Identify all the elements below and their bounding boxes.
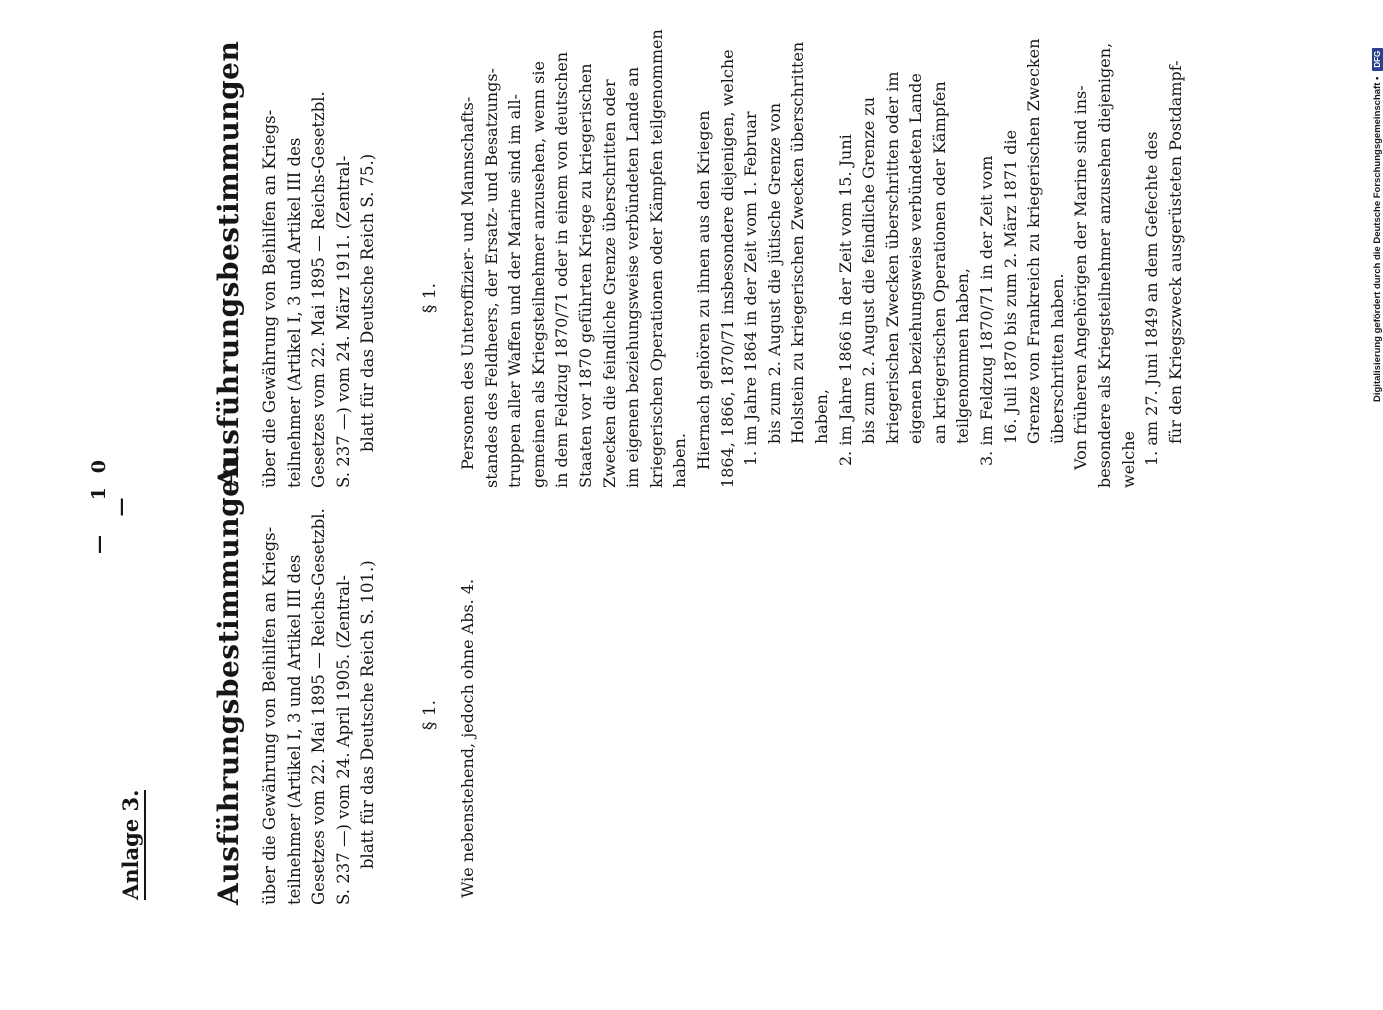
right-body-line: Personen des Unteroffizier- und Mannschafts-	[458, 96, 477, 470]
right-body-line: 1864, 1866, 1870/71 insbesondere diejenigen, welche	[717, 49, 737, 488]
right-body-line: im eigenen beziehungsweise verbündeten Lande an	[623, 66, 643, 488]
right-body-line: kriegerischen Zwecken überschritten oder im	[882, 71, 902, 444]
right-body-line: 1. am 27. Juni 1849 an dem Gefechte des	[1142, 131, 1162, 466]
right-subtitle-line: blatt für das Deutsche Reich S. 75.)	[358, 153, 377, 452]
right-body-line: teilgenommen haben,	[953, 268, 973, 444]
left-subtitle-line: S. 237 —) vom 24. April 1905. (Zentral-	[333, 575, 353, 905]
right-body-line: Holstein zu kriegerischen Zwecken überschritten	[788, 41, 808, 444]
right-subtitle-line: über die Gewährung von Beihilfen an Kriegs-	[260, 109, 279, 488]
right-subtitle-line: teilnehmer (Artikel I, 3 und Artikel III des	[284, 137, 304, 488]
left-subtitle-line: teilnehmer (Artikel I, 3 und Artikel III des	[284, 554, 304, 905]
left-heading: Ausführungsbestimmungen	[212, 457, 245, 905]
right-body-line: eigenen beziehungsweise verbündeten Lande	[906, 73, 926, 444]
left-body	[456, 518, 480, 898]
right-section-mark: § 1.	[420, 282, 440, 314]
right-body-line: Grenze von Frankreich zu kriegerischen Zwecken	[1024, 38, 1044, 444]
right-body-line: haben,	[811, 389, 831, 444]
right-body-line: besondere als Kriegsteilnehmer anzusehen diejenigen,	[1095, 42, 1115, 488]
right-body-line: überschritten haben.	[1047, 273, 1067, 444]
right-body-line: Hiernach gehören zu ihnen aus den Kriegen	[693, 110, 713, 470]
right-body-line: 16. Juli 1870 bis zum 2. März 1871 die	[1000, 129, 1020, 444]
left-section-mark: § 1.	[420, 699, 440, 731]
right-body-line: truppen aller Waffen und der Marine sind im all-	[505, 94, 525, 488]
right-body-line: 1. im Jahre 1864 in der Zeit vom 1. Februar	[741, 111, 761, 466]
right-body-line: in dem Feldzug 1870/71 oder in einem von deutschen	[552, 51, 572, 488]
right-heading: Ausführungsbestimmungen	[212, 40, 245, 488]
digitization-credit-text: Digitalisierung gefördert durch die Deutsche Forschungsgemeinschaft •	[1371, 76, 1383, 402]
right-body-line: Zwecken die feindliche Grenze überschritten oder	[599, 79, 619, 488]
right-body-line: welche	[1118, 430, 1138, 488]
right-body-line: 2. im Jahre 1866 in der Zeit vom 15. Juni	[835, 134, 855, 466]
dfg-logo: DFG	[1372, 48, 1383, 71]
page-number: — 10 —	[88, 445, 132, 555]
right-body-line: kriegerischen Operationen oder Kämpfen teilgenommen	[646, 29, 666, 488]
annex-label: Anlage 3.	[118, 790, 146, 900]
right-body-line: haben.	[670, 433, 690, 488]
right-body	[456, 29, 1187, 488]
right-body-line: gemeinen als Kriegsteilnehmer anzusehen, wenn sie	[528, 61, 548, 488]
right-subtitle-line: Gesetzes vom 22. Mai 1895 — Reichs-Gesetzbl.	[309, 91, 328, 488]
left-body-line: Wie nebenstehend, jedoch ohne Abs. 4.	[458, 578, 477, 898]
right-body-line: an kriegerischen Operationen oder Kämpfen	[929, 81, 949, 444]
left-subtitle	[258, 508, 381, 905]
right-body-line: standes des Feldheers, der Ersatz- und Besatzungs-	[481, 68, 501, 488]
left-subtitle-line: blatt für das Deutsche Reich S. 101.)	[358, 560, 377, 869]
right-body-line: Staaten vor 1870 geführten Kriege zu kriegerischen	[575, 63, 595, 488]
left-subtitle-line: über die Gewährung von Beihilfen an Kriegs-	[260, 526, 279, 905]
digitization-credit	[1363, 10, 1383, 1010]
right-subtitle-line: S. 237 —) vom 24. März 1911. (Zentral-	[333, 155, 353, 488]
right-body-line: bis zum 2. August die feindliche Grenze zu	[859, 96, 879, 444]
left-subtitle-line: Gesetzes vom 22. Mai 1895 — Reichs-Gesetzbl.	[309, 508, 328, 905]
right-subtitle	[258, 91, 381, 488]
right-body-line: 3. im Feldzug 1870/71 in der Zeit vom	[977, 155, 997, 466]
right-body-line: bis zum 2. August die jütische Grenze von	[764, 102, 784, 444]
right-body-line: Von früheren Angehörigen der Marine sind ins-	[1071, 85, 1091, 470]
right-body-line: für den Kriegszweck ausgerüsteten Postdampf-	[1165, 60, 1185, 444]
